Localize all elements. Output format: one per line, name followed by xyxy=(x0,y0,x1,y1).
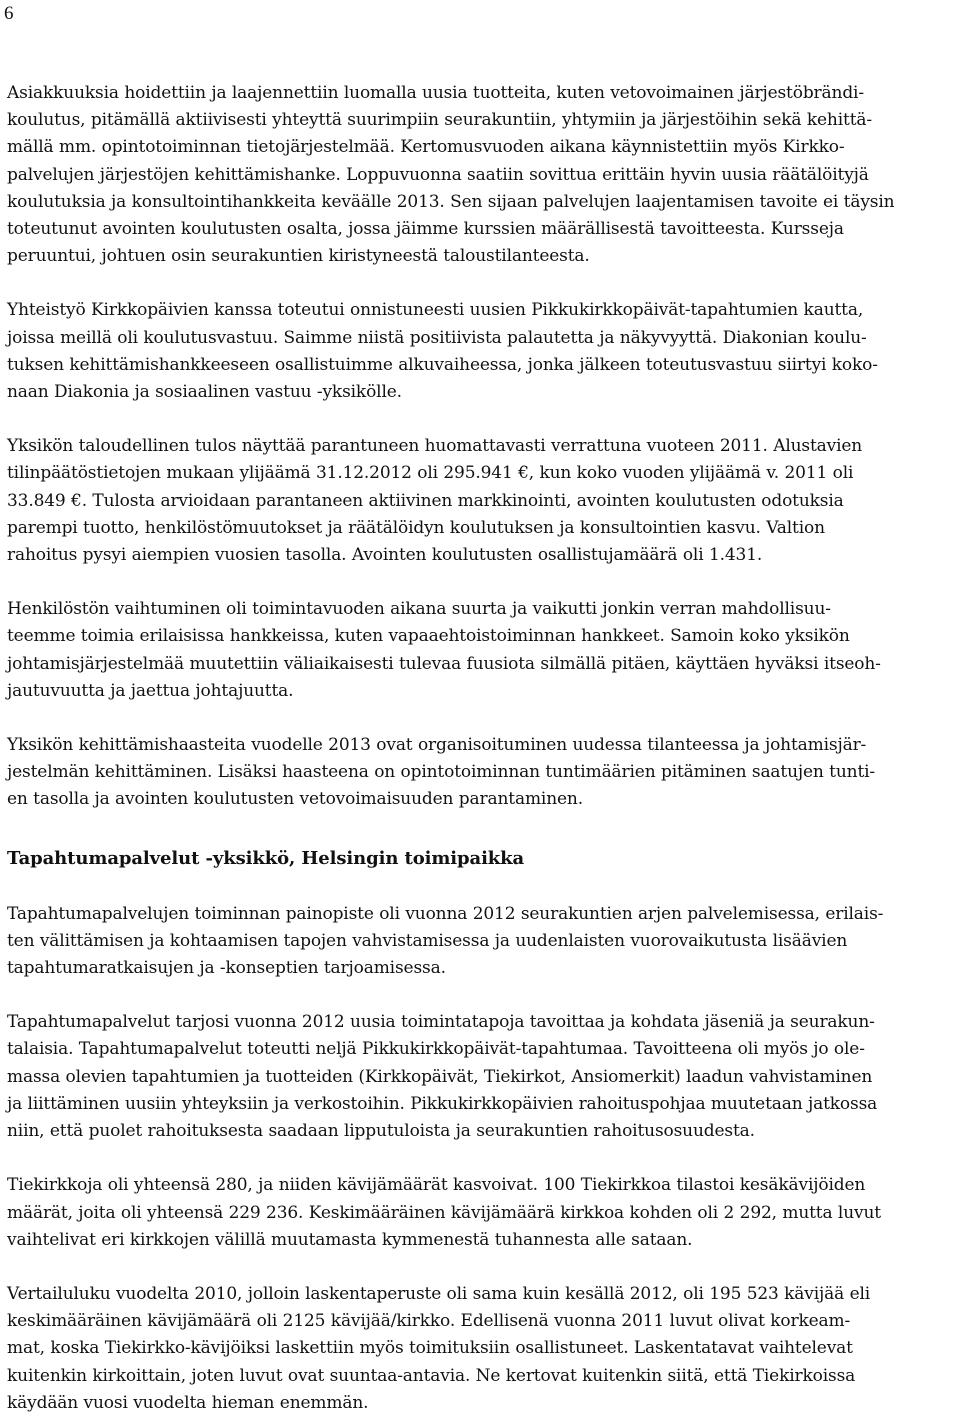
text-line: Yksikön taloudellinen tulos näyttää parantuneen huomattavasti verrattuna vuoteen 2011. Alustavien xyxy=(7,436,863,457)
text-line: massa olevien tapahtumien ja tuotteiden (Kirkkopäivät, Tiekirkot, Ansiomerkit) laadun vahvistaminen xyxy=(7,1066,873,1087)
paragraph-spacer xyxy=(7,874,957,901)
section-heading: Tapahtumapalvelut -yksikkö, Helsingin toimipaikka xyxy=(7,847,525,869)
text-line: naan Diakonia ja sosiaalinen vastuu -yksikölle. xyxy=(7,382,402,403)
text-line: ten välittämisen ja kohtaamisen tapojen vahvistamisessa ja uudenlaisten vuorovaikutusta lisäävien xyxy=(7,930,848,951)
paragraph-spacer xyxy=(7,1145,957,1172)
text-line: koulutus, pitämällä aktiivisesti yhteyttä suurimpiin seurakuntiin, yhtymiin ja järjestöihin sekä kehittä- xyxy=(7,110,872,131)
paragraph-event-focus xyxy=(7,901,957,983)
text-line: Henkilöstön vaihtuminen oli toimintavuoden aikana suurta ja vaikutti jonkin verran mahdollisuu- xyxy=(7,599,831,620)
text-line: Asiakkuuksia hoidettiin ja laajennettiin luomalla uusia tuotteita, kuten vetovoimainen järjestöbrändi- xyxy=(7,83,864,103)
text-line: käydään vuosi vuodelta hieman enemmän. xyxy=(7,1392,369,1413)
text-line: mat, koska Tiekirkko-kävijöiksi laskettiin myös toimituksiin osallistuneet. Laskentatavat vaihtelevat xyxy=(7,1338,853,1359)
text-line: teemme toimia erilaisissa hankkeissa, kuten vapaaehtoistoiminnan hankkeet. Samoin koko yksikön xyxy=(7,626,850,647)
text-line: talaisia. Tapahtumapalvelut toteutti neljä Pikkukirkkopäivät-tapahtumaa. Tavoitteena oli myös jo ole- xyxy=(7,1039,865,1060)
text-line: tapahtumaratkaisujen ja -konseptien tarjoamisessa. xyxy=(7,958,446,979)
text-line: ja liittäminen uusiin yhteyksiin ja verkostoihin. Pikkukirkkopäivien rahoituspohjaa muutetaan jatkossa xyxy=(7,1093,878,1114)
paragraph-spacer xyxy=(7,406,957,433)
text-line: rahoitus pysyi aiempien vuosien tasolla. Avointen koulutusten osallistujamäärä oli 1.431. xyxy=(7,545,763,566)
text-line: Tapahtumapalvelujen toiminnan painopiste oli vuonna 2012 seurakuntien arjen palvelemisessa, erilais- xyxy=(7,903,884,924)
paragraph-event-services xyxy=(7,1009,957,1145)
text-line: palvelujen järjestöjen kehittämishanke. Loppuvuonna saatiin sovittua erittäin hyvin uusia räätälöityjä xyxy=(7,164,869,185)
text-line: Yksikön kehittämishaasteita vuodelle 2013 ovat organisoituminen uudessa tilanteessa ja johtamisjär- xyxy=(7,735,867,756)
text-line: niin, että puolet rahoituksesta saadaan lipputuloista ja seurakuntien rahoitusosuudesta. xyxy=(7,1121,755,1142)
paragraph-spacer xyxy=(7,270,957,297)
text-line: en tasolla ja avointen koulutusten vetovoimaisuuden parantaminen. xyxy=(7,789,583,810)
paragraph-financial-result xyxy=(7,433,957,569)
paragraph-spacer xyxy=(7,982,957,1009)
section-spacer xyxy=(7,814,957,844)
document-body xyxy=(7,80,957,1417)
page-number: 6 xyxy=(4,3,14,24)
text-line: jautuvuutta ja jaettua johtajuutta. xyxy=(7,680,294,701)
paragraph-road-churches xyxy=(7,1172,957,1254)
paragraph-spacer xyxy=(7,1254,957,1281)
text-line: mällä mm. opintotoiminnan tietojärjestelmää. Kertomusvuoden aikana käynnistettiin myös Kirkko- xyxy=(7,137,845,158)
text-line: Yhteistyö Kirkkopäivien kanssa toteutui onnistuneesti uusien Pikkukirkkopäivät-tapahtumien kautta, xyxy=(7,300,864,321)
text-line: määrät, joita oli yhteensä 229 236. Keskimääräinen kävijämäärä kirkkoa kohden oli 2 292, mutta luvut xyxy=(7,1202,881,1223)
text-line: Vertailuluku vuodelta 2010, jolloin laskentaperuste oli sama kuin kesällä 2012, oli 195 523 kävijää eli xyxy=(7,1283,871,1304)
text-line: toteutunut avointen koulutusten osalta, jossa jäimme kurssien määrällisestä tavoitteesta. Kursseja xyxy=(7,219,844,240)
paragraph-spacer xyxy=(7,705,957,732)
paragraph-cooperation xyxy=(7,297,957,406)
text-line: keskimääräinen kävijämäärä oli 2125 kävijää/kirkko. Edellisenä vuonna 2011 luvut olivat korkeam- xyxy=(7,1311,851,1332)
text-line: Tiekirkkoja oli yhteensä 280, ja niiden kävijämäärät kasvoivat. 100 Tiekirkkoa tilastoi kesäkävijöiden xyxy=(7,1175,866,1196)
text-line: tuksen kehittämishankkeeseen osallistuimme alkuvaiheessa, jonka jälkeen toteutusvastuu siirtyi koko- xyxy=(7,354,878,375)
text-line: kuitenkin kirkoittain, joten luvut ovat suuntaa-antavia. Ne kertovat kuitenkin siitä, että Tiekirkoissa xyxy=(7,1365,856,1386)
text-line: koulutuksia ja konsultointihankkeita keväälle 2013. Sen sijaan palvelujen laajentamisen tavoite ei täysin xyxy=(7,191,895,212)
text-line: 33.849 €. Tulosta arvioidaan parantaneen aktiivinen markkinointi, avointen koulutusten odotuksia xyxy=(7,490,844,511)
text-line: tilinpäätöstietojen mukaan ylijäämä 31.12.2012 oli 295.941 €, kun koko vuoden ylijäämä v. 2011 oli xyxy=(7,463,854,484)
text-line: parempi tuotto, henkilöstömuutokset ja räätälöidyn koulutuksen ja konsultointien kasvu. Valtion xyxy=(7,517,825,538)
paragraph-customer-relations xyxy=(7,80,957,270)
paragraph-comparison-2010 xyxy=(7,1281,957,1417)
text-line: vaihtelivat eri kirkkojen välillä muutamasta kymmenestä tuhannesta alle sataan. xyxy=(7,1229,693,1250)
paragraph-challenges-2013 xyxy=(7,732,957,814)
paragraph-personnel xyxy=(7,596,957,705)
text-line: jestelmän kehittäminen. Lisäksi haasteena on opintotoiminnan tuntimäärien pitäminen saatujen tunti- xyxy=(7,762,876,783)
paragraph-spacer xyxy=(7,569,957,596)
text-line: peruuntui, johtuen osin seurakuntien kiristyneestä taloustilanteesta. xyxy=(7,246,590,267)
text-line: johtamisjärjestelmää muutettiin väliaikaisesti tulevaa fuusiota silmällä pitäen, käyttäen hyväksi itseoh- xyxy=(7,653,881,674)
text-line: joissa meillä oli koulutusvastuu. Saimme niistä positiivista palautetta ja näkyvyyttä. Diakonian koulu- xyxy=(7,327,867,348)
text-line: Tapahtumapalvelut tarjosi vuonna 2012 uusia toimintatapoja tavoittaa ja kohdata jäseniä ja seurakun- xyxy=(7,1012,875,1033)
